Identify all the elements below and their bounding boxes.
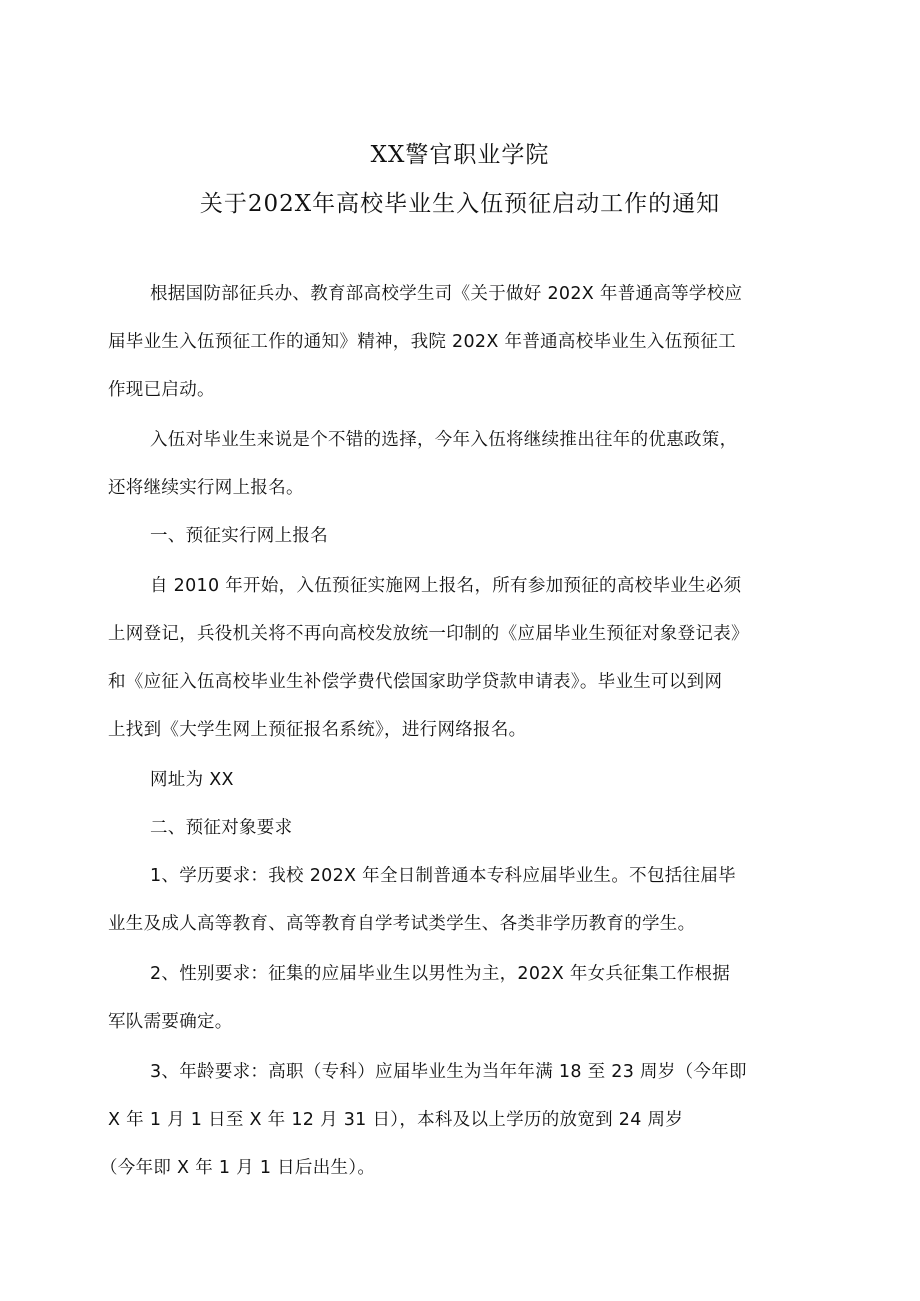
paragraph-line: 届毕业生入伍预征工作的通知》精神，我院 202X 年普通高校毕业生入伍预征工 — [108, 332, 736, 352]
paragraph-line: 军队需要确定。 — [108, 1012, 233, 1032]
paragraph-line: 入伍对毕业生来说是个不错的选择，今年入伍将继续推出往年的优惠政策， — [150, 430, 738, 450]
document-title-notice: 关于202X年高校毕业生入伍预征启动工作的通知 — [199, 191, 721, 217]
paragraph-line: X 年 1 月 1 日至 X 年 12 月 31 日），本科及以上学历的放宽到 24 周岁 — [108, 1110, 684, 1130]
paragraph-line: 自 2010 年开始，入伍预征实施网上报名，所有参加预征的高校毕业生必须 — [150, 576, 742, 596]
paragraph-line: 和《应征入伍高校毕业生补偿学费代偿国家助学贷款申请表》。毕业生可以到网 — [108, 672, 723, 692]
paragraph-line: 1、学历要求：我校 202X 年全日制普通本专科应届毕业生。不包括往届毕 — [150, 866, 736, 886]
website-line: 网址为 XX — [150, 770, 234, 790]
paragraph-line: 根据国防部征兵办、教育部高校学生司《关于做好 202X 年普通高等学校应 — [150, 284, 743, 304]
paragraph-line: 3、年龄要求：高职（专科）应届毕业生为当年年满 18 至 23 周岁（今年即 — [150, 1062, 747, 1082]
paragraph-line: 2、性别要求：征集的应届毕业生以男性为主，202X 年女兵征集工作根据 — [150, 964, 731, 984]
paragraph-line: 还将继续实行网上报名。 — [108, 478, 304, 498]
paragraph-line: 业生及成人高等教育、高等教育自学考试类学生、各类非学历教育的学生。 — [108, 914, 696, 934]
section-heading-1: 一、预征实行网上报名 — [150, 526, 328, 546]
paragraph-line: 作现已启动。 — [108, 380, 215, 400]
paragraph-line: 上找到《大学生网上预征报名系统》，进行网络报名。 — [108, 720, 527, 740]
section-heading-2: 二、预征对象要求 — [150, 818, 293, 838]
paragraph-line: （今年即 X 年 1 月 1 日后出生）。 — [100, 1158, 376, 1178]
document-title-institution: XX警官职业学院 — [370, 142, 550, 168]
paragraph-line: 上网登记，兵役机关将不再向高校发放统一印制的《应届毕业生预征对象登记表》 — [108, 624, 749, 644]
